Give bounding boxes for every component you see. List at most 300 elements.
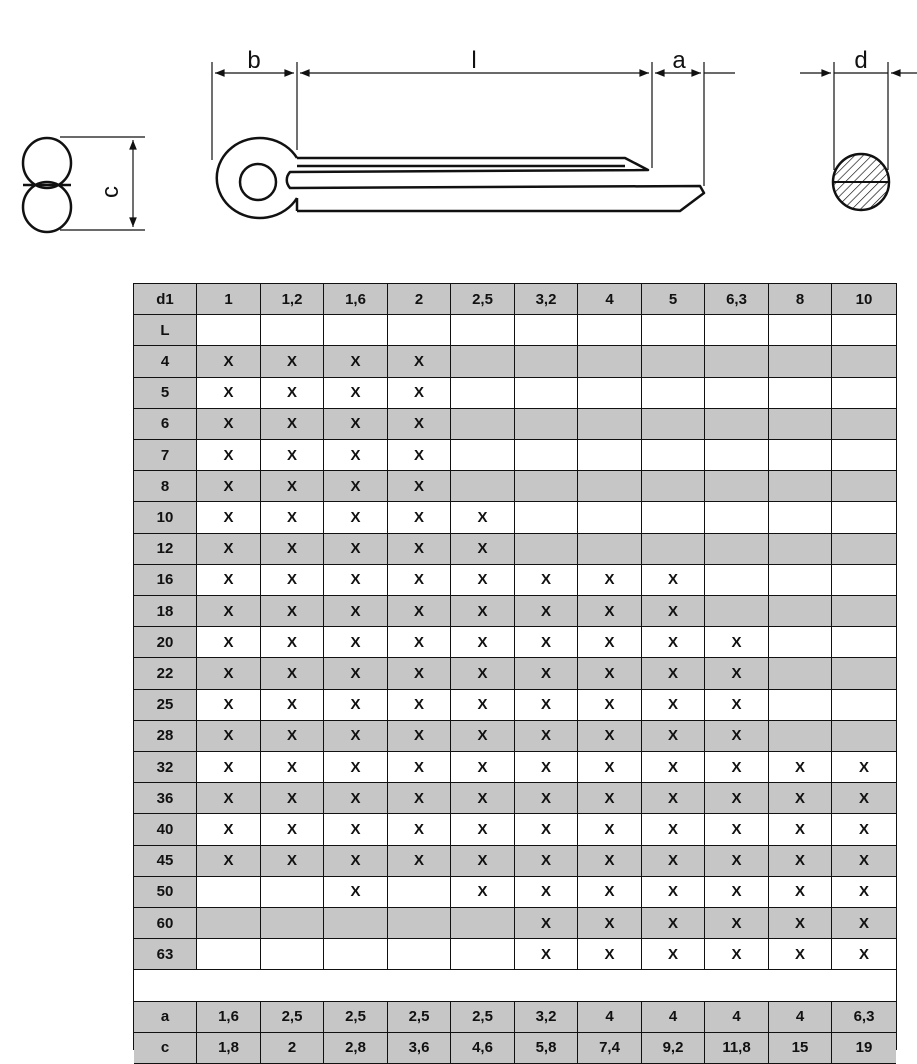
availability-mark: X: [451, 502, 515, 533]
availability-mark: X: [515, 939, 578, 970]
length-value: 32: [134, 752, 197, 783]
availability-mark: X: [515, 596, 578, 627]
availability-mark: X: [261, 846, 324, 877]
availability-mark: X: [642, 783, 705, 814]
availability-mark: X: [197, 752, 261, 783]
availability-mark: X: [832, 752, 896, 783]
availability-mark: X: [324, 534, 388, 565]
availability-mark: X: [388, 658, 451, 689]
availability-mark: X: [261, 658, 324, 689]
availability-mark: X: [642, 877, 705, 908]
length-value: 10: [134, 502, 197, 533]
availability-mark: X: [769, 877, 832, 908]
length-value: 45: [134, 846, 197, 877]
availability-mark: X: [197, 596, 261, 627]
empty-cell: [578, 502, 642, 533]
empty-cell: [388, 939, 451, 970]
header-diameter: 1,2: [261, 284, 324, 315]
empty-cell: [642, 471, 705, 502]
availability-mark: X: [451, 565, 515, 596]
availability-mark: X: [578, 565, 642, 596]
length-value: 16: [134, 565, 197, 596]
availability-mark: X: [197, 783, 261, 814]
side-view: [217, 138, 704, 218]
length-value: 36: [134, 783, 197, 814]
front-view: [23, 138, 71, 232]
footer-value: 2,5: [451, 1002, 515, 1033]
availability-mark: X: [832, 783, 896, 814]
availability-mark: X: [451, 814, 515, 845]
availability-mark: X: [197, 409, 261, 440]
length-value: 60: [134, 908, 197, 939]
availability-mark: X: [324, 346, 388, 377]
header-diameter: 10: [832, 284, 896, 315]
empty-cell: [705, 596, 769, 627]
empty-cell: [705, 315, 769, 346]
empty-cell: [705, 440, 769, 471]
availability-mark: X: [451, 752, 515, 783]
availability-mark: X: [642, 658, 705, 689]
length-value: 18: [134, 596, 197, 627]
header-diameter: 3,2: [515, 284, 578, 315]
empty-cell: [769, 409, 832, 440]
dimension-c: [60, 137, 145, 230]
availability-mark: X: [261, 783, 324, 814]
availability-mark: X: [451, 690, 515, 721]
availability-mark: X: [261, 596, 324, 627]
footer-value: 1,8: [197, 1033, 261, 1064]
footer-label: c: [134, 1033, 197, 1064]
empty-cell: [515, 502, 578, 533]
dimension-bla: [212, 62, 735, 186]
footer-value: 2: [261, 1033, 324, 1064]
availability-mark: X: [769, 783, 832, 814]
empty-cell: [769, 315, 832, 346]
availability-mark: X: [642, 752, 705, 783]
length-value: 12: [134, 534, 197, 565]
empty-cell: [642, 502, 705, 533]
empty-cell: [642, 534, 705, 565]
availability-mark: X: [451, 846, 515, 877]
availability-mark: X: [261, 690, 324, 721]
availability-mark: X: [324, 502, 388, 533]
availability-mark: X: [451, 534, 515, 565]
availability-mark: X: [578, 908, 642, 939]
availability-mark: X: [832, 908, 896, 939]
empty-cell: [515, 471, 578, 502]
footer-value: 2,5: [261, 1002, 324, 1033]
empty-cell: [832, 409, 896, 440]
empty-cell: [451, 315, 515, 346]
empty-cell: [451, 409, 515, 440]
empty-cell: [451, 346, 515, 377]
footer-value: 5,8: [515, 1033, 578, 1064]
availability-mark: X: [642, 596, 705, 627]
empty-cell: [515, 440, 578, 471]
empty-cell: [769, 627, 832, 658]
empty-cell: [261, 908, 324, 939]
availability-mark: X: [515, 658, 578, 689]
empty-cell: [515, 315, 578, 346]
availability-mark: X: [515, 783, 578, 814]
length-value: 22: [134, 658, 197, 689]
length-value: 8: [134, 471, 197, 502]
empty-cell: [197, 877, 261, 908]
availability-mark: X: [388, 534, 451, 565]
empty-cell: [578, 315, 642, 346]
availability-mark: X: [324, 596, 388, 627]
availability-mark: X: [261, 378, 324, 409]
availability-mark: X: [705, 846, 769, 877]
footer-value: 2,8: [324, 1033, 388, 1064]
empty-cell: [832, 502, 896, 533]
availability-mark: X: [324, 658, 388, 689]
availability-mark: X: [705, 752, 769, 783]
availability-mark: X: [705, 814, 769, 845]
empty-cell: [515, 378, 578, 409]
availability-mark: X: [197, 690, 261, 721]
empty-cell: [832, 658, 896, 689]
size-availability-table: [133, 283, 897, 1057]
availability-mark: X: [324, 846, 388, 877]
empty-cell: [705, 471, 769, 502]
availability-mark: X: [388, 378, 451, 409]
availability-mark: X: [324, 378, 388, 409]
footer-value: 7,4: [578, 1033, 642, 1064]
empty-cell: [769, 565, 832, 596]
availability-mark: X: [769, 908, 832, 939]
empty-cell: [832, 627, 896, 658]
empty-cell: [388, 315, 451, 346]
availability-mark: X: [578, 658, 642, 689]
availability-mark: X: [578, 690, 642, 721]
empty-cell: [578, 534, 642, 565]
availability-mark: X: [197, 378, 261, 409]
availability-mark: X: [261, 471, 324, 502]
header-diameter: 1,6: [324, 284, 388, 315]
empty-cell: [705, 534, 769, 565]
availability-mark: X: [324, 877, 388, 908]
availability-mark: X: [261, 409, 324, 440]
availability-mark: X: [642, 565, 705, 596]
availability-mark: X: [261, 502, 324, 533]
dim-label-d: d: [854, 47, 868, 74]
empty-cell: [769, 596, 832, 627]
availability-mark: X: [515, 690, 578, 721]
empty-cell: [515, 346, 578, 377]
empty-cell: [769, 534, 832, 565]
availability-mark: X: [578, 627, 642, 658]
dim-label-l: l: [471, 47, 477, 74]
empty-cell: [324, 939, 388, 970]
availability-mark: X: [642, 908, 705, 939]
footer-value: 6,3: [832, 1002, 896, 1033]
length-value: 6: [134, 409, 197, 440]
availability-mark: X: [515, 908, 578, 939]
availability-mark: X: [388, 346, 451, 377]
length-label: L: [134, 315, 197, 346]
availability-mark: X: [324, 627, 388, 658]
availability-mark: X: [388, 846, 451, 877]
footer-value: 3,6: [388, 1033, 451, 1064]
availability-mark: X: [388, 783, 451, 814]
empty-cell: [197, 315, 261, 346]
availability-mark: X: [451, 596, 515, 627]
empty-cell: [578, 346, 642, 377]
length-value: 4: [134, 346, 197, 377]
empty-cell: [769, 721, 832, 752]
empty-cell: [578, 378, 642, 409]
empty-cell: [832, 534, 896, 565]
availability-mark: X: [388, 471, 451, 502]
availability-mark: X: [261, 440, 324, 471]
availability-mark: X: [705, 877, 769, 908]
empty-cell: [769, 658, 832, 689]
footer-value: 4: [578, 1002, 642, 1033]
empty-cell: [578, 409, 642, 440]
header-diameter: 2: [388, 284, 451, 315]
availability-mark: X: [197, 502, 261, 533]
availability-mark: X: [642, 721, 705, 752]
availability-mark: X: [515, 721, 578, 752]
availability-mark: X: [324, 565, 388, 596]
empty-cell: [388, 877, 451, 908]
availability-mark: X: [388, 627, 451, 658]
availability-mark: X: [451, 783, 515, 814]
empty-cell: [769, 378, 832, 409]
availability-mark: X: [515, 846, 578, 877]
availability-mark: X: [451, 877, 515, 908]
header-diameter: 2,5: [451, 284, 515, 315]
availability-mark: X: [769, 752, 832, 783]
empty-cell: [451, 939, 515, 970]
length-value: 28: [134, 721, 197, 752]
availability-mark: X: [705, 658, 769, 689]
availability-mark: X: [832, 814, 896, 845]
availability-mark: X: [705, 908, 769, 939]
empty-cell: [769, 440, 832, 471]
length-value: 5: [134, 378, 197, 409]
length-value: 63: [134, 939, 197, 970]
header-diameter: 4: [578, 284, 642, 315]
availability-mark: X: [769, 814, 832, 845]
footer-value: 4: [642, 1002, 705, 1033]
availability-mark: X: [324, 814, 388, 845]
availability-mark: X: [324, 752, 388, 783]
empty-cell: [642, 315, 705, 346]
empty-cell: [261, 877, 324, 908]
empty-cell: [642, 346, 705, 377]
availability-mark: X: [578, 721, 642, 752]
availability-mark: X: [832, 846, 896, 877]
empty-cell: [515, 534, 578, 565]
empty-cell: [451, 908, 515, 939]
empty-cell: [705, 409, 769, 440]
availability-mark: X: [451, 658, 515, 689]
empty-cell: [451, 471, 515, 502]
availability-mark: X: [515, 877, 578, 908]
availability-mark: X: [388, 565, 451, 596]
availability-mark: X: [261, 627, 324, 658]
length-value: 40: [134, 814, 197, 845]
availability-mark: X: [197, 721, 261, 752]
availability-mark: X: [451, 721, 515, 752]
empty-cell: [769, 471, 832, 502]
empty-cell: [324, 908, 388, 939]
availability-mark: X: [515, 565, 578, 596]
availability-mark: X: [578, 596, 642, 627]
availability-mark: X: [261, 814, 324, 845]
footer-value: 11,8: [705, 1033, 769, 1064]
footer-label: a: [134, 1002, 197, 1033]
availability-mark: X: [388, 752, 451, 783]
availability-mark: X: [197, 627, 261, 658]
dim-label-b: b: [247, 47, 261, 74]
availability-mark: X: [197, 440, 261, 471]
availability-mark: X: [388, 409, 451, 440]
empty-cell: [578, 471, 642, 502]
availability-mark: X: [705, 939, 769, 970]
header-diameter: 6,3: [705, 284, 769, 315]
availability-mark: X: [451, 627, 515, 658]
footer-value: 4,6: [451, 1033, 515, 1064]
header-diameter: 5: [642, 284, 705, 315]
availability-mark: X: [388, 690, 451, 721]
availability-mark: X: [515, 752, 578, 783]
availability-mark: X: [324, 409, 388, 440]
availability-mark: X: [324, 471, 388, 502]
availability-mark: X: [197, 814, 261, 845]
availability-mark: X: [705, 690, 769, 721]
dim-label-c: c: [97, 186, 124, 198]
availability-mark: X: [261, 721, 324, 752]
availability-mark: X: [642, 814, 705, 845]
length-value: 50: [134, 877, 197, 908]
empty-cell: [578, 440, 642, 471]
availability-mark: X: [578, 939, 642, 970]
empty-cell: [832, 378, 896, 409]
empty-cell: [705, 378, 769, 409]
availability-mark: X: [197, 534, 261, 565]
availability-mark: X: [578, 752, 642, 783]
availability-mark: X: [769, 939, 832, 970]
availability-mark: X: [324, 783, 388, 814]
availability-mark: X: [324, 721, 388, 752]
empty-cell: [451, 378, 515, 409]
header-diameter: 1: [197, 284, 261, 315]
availability-mark: X: [642, 690, 705, 721]
empty-cell: [832, 315, 896, 346]
empty-cell: [324, 315, 388, 346]
availability-mark: X: [197, 658, 261, 689]
empty-cell: [832, 596, 896, 627]
cross-section: [833, 154, 889, 210]
availability-mark: X: [578, 877, 642, 908]
empty-cell: [705, 565, 769, 596]
empty-cell: [642, 440, 705, 471]
empty-cell: [705, 502, 769, 533]
availability-mark: X: [642, 627, 705, 658]
availability-mark: X: [388, 596, 451, 627]
footer-value: 9,2: [642, 1033, 705, 1064]
footer-value: 19: [832, 1033, 896, 1064]
empty-cell: [261, 939, 324, 970]
footer-value: 1,6: [197, 1002, 261, 1033]
availability-mark: X: [197, 346, 261, 377]
empty-cell: [832, 721, 896, 752]
footer-value: 4: [705, 1002, 769, 1033]
empty-cell: [832, 471, 896, 502]
availability-mark: X: [261, 534, 324, 565]
availability-mark: X: [261, 346, 324, 377]
empty-cell: [705, 346, 769, 377]
empty-cell: [515, 409, 578, 440]
availability-mark: X: [705, 783, 769, 814]
dim-label-a: a: [672, 47, 686, 74]
footer-value: 15: [769, 1033, 832, 1064]
empty-cell: [832, 440, 896, 471]
availability-mark: X: [832, 939, 896, 970]
empty-cell: [451, 440, 515, 471]
empty-cell: [832, 690, 896, 721]
availability-mark: X: [388, 502, 451, 533]
availability-mark: X: [642, 939, 705, 970]
availability-mark: X: [578, 846, 642, 877]
availability-mark: X: [261, 565, 324, 596]
availability-mark: X: [578, 814, 642, 845]
empty-cell: [197, 939, 261, 970]
footer-value: 2,5: [388, 1002, 451, 1033]
availability-mark: X: [515, 814, 578, 845]
availability-mark: X: [261, 752, 324, 783]
table-spacer: [134, 970, 896, 1001]
empty-cell: [261, 315, 324, 346]
availability-mark: X: [388, 814, 451, 845]
availability-mark: X: [197, 565, 261, 596]
empty-cell: [642, 409, 705, 440]
availability-mark: X: [324, 440, 388, 471]
availability-mark: X: [197, 471, 261, 502]
availability-mark: X: [197, 846, 261, 877]
empty-cell: [832, 346, 896, 377]
availability-mark: X: [705, 721, 769, 752]
empty-cell: [832, 565, 896, 596]
empty-cell: [769, 502, 832, 533]
footer-value: 4: [769, 1002, 832, 1033]
length-value: 7: [134, 440, 197, 471]
footer-value: 3,2: [515, 1002, 578, 1033]
availability-mark: X: [642, 846, 705, 877]
table-corner-label: d1: [134, 284, 197, 315]
availability-mark: X: [578, 783, 642, 814]
empty-cell: [388, 908, 451, 939]
availability-mark: X: [388, 721, 451, 752]
empty-cell: [197, 908, 261, 939]
empty-cell: [769, 690, 832, 721]
length-value: 25: [134, 690, 197, 721]
availability-mark: X: [769, 846, 832, 877]
availability-mark: X: [705, 627, 769, 658]
length-value: 20: [134, 627, 197, 658]
availability-mark: X: [324, 690, 388, 721]
availability-mark: X: [515, 627, 578, 658]
empty-cell: [769, 346, 832, 377]
availability-mark: X: [832, 877, 896, 908]
header-diameter: 8: [769, 284, 832, 315]
availability-mark: X: [388, 440, 451, 471]
footer-value: 2,5: [324, 1002, 388, 1033]
empty-cell: [642, 378, 705, 409]
